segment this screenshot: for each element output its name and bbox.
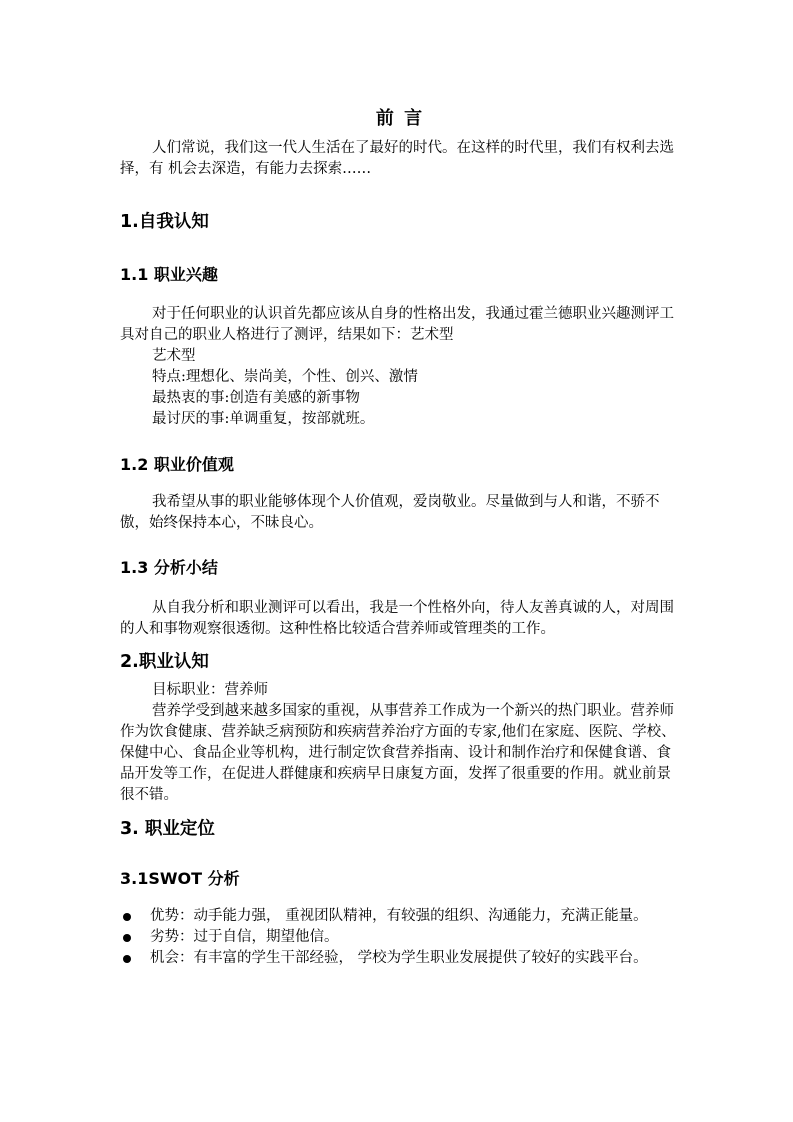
section-heading-career-cognition: 2.职业认知 (120, 652, 209, 672)
subsection-heading-career-interest: 1.1 职业兴趣 (120, 265, 218, 284)
document-page (120, 0, 680, 1122)
personality-type-line: 艺术型 (152, 348, 196, 364)
subsection-heading-summary: 1.3 分析小结 (120, 558, 218, 577)
summary-paragraph: 从自我分析和职业测评可以看出，我是一个性格外向，待人友善真诚的人，对周围的人和事物观察很透彻。这种性格比较适合营养师或管理类的工作。 (120, 600, 674, 637)
bullet-icon (123, 955, 131, 963)
subsection-heading-career-values: 1.2 职业价值观 (120, 455, 234, 474)
preface-title: 前 言 (375, 108, 425, 129)
swot-item-text: 机会：有丰富的学生干部经验， 学校为学生职业发展提供了较好的实践平台。 (150, 950, 648, 966)
bullet-icon (123, 913, 131, 921)
swot-item-opportunities (120, 948, 678, 969)
traits-line: 特点:理想化、崇尚美，个性、创兴、激情 (152, 369, 418, 385)
career-values-paragraph: 我希望从事的职业能够体现个人价值观，爱岗敬业。尽量做到与人和谐，不骄不傲，始终保持本心，不昧良心。 (120, 494, 660, 531)
subsection-heading-swot: 3.1SWOT 分析 (120, 869, 240, 888)
swot-item-weaknesses (120, 927, 678, 948)
disliked-activity-line: 最讨厌的事:单调重复，按部就班。 (152, 411, 375, 427)
bullet-icon (123, 934, 131, 942)
career-interest-paragraph: 对于任何职业的认识首先都应该从自身的性格出发，我通过霍兰德职业兴趣测评工具对自己的职业人格进行了测评，结果如下：艺术型 (120, 306, 674, 343)
swot-item-text: 劣势：过于自信，期望他信。 (150, 929, 339, 945)
section-heading-career-positioning: 3. 职业定位 (120, 819, 215, 839)
swot-list (120, 906, 678, 969)
preface-paragraph: 人们常说，我们这一代人生活在了最好的时代。在这样的时代里，我们有权利去选择，有 机会去深造，有能力去探索…… (120, 140, 674, 177)
swot-item-strengths (120, 906, 678, 927)
section-heading-self-awareness: 1.自我认知 (120, 212, 209, 232)
target-career-line: 目标职业：营养师 (152, 682, 268, 698)
career-cognition-paragraph: 营养学受到越来越多国家的重视，从事营养工作成为一个新兴的热门职业。营养师作为饮食健康、营养缺乏病预防和疾病营养治疗方面的专家,他们在家庭、医院、学校、保健中心、食品企业等机构，进行制定饮食营养指南、设计和制作治疗和保健食谱、食品开发等工作，在促进人群健康和疾病早日康复方面，发挥了很重要的作用。就业前景很不错。 (120, 703, 676, 803)
favorite-activity-line: 最热衷的事:创造有美感的新事物 (152, 390, 360, 406)
swot-item-text: 优势：动手能力强， 重视团队精神，有较强的组织、沟通能力，充满正能量。 (150, 908, 648, 924)
